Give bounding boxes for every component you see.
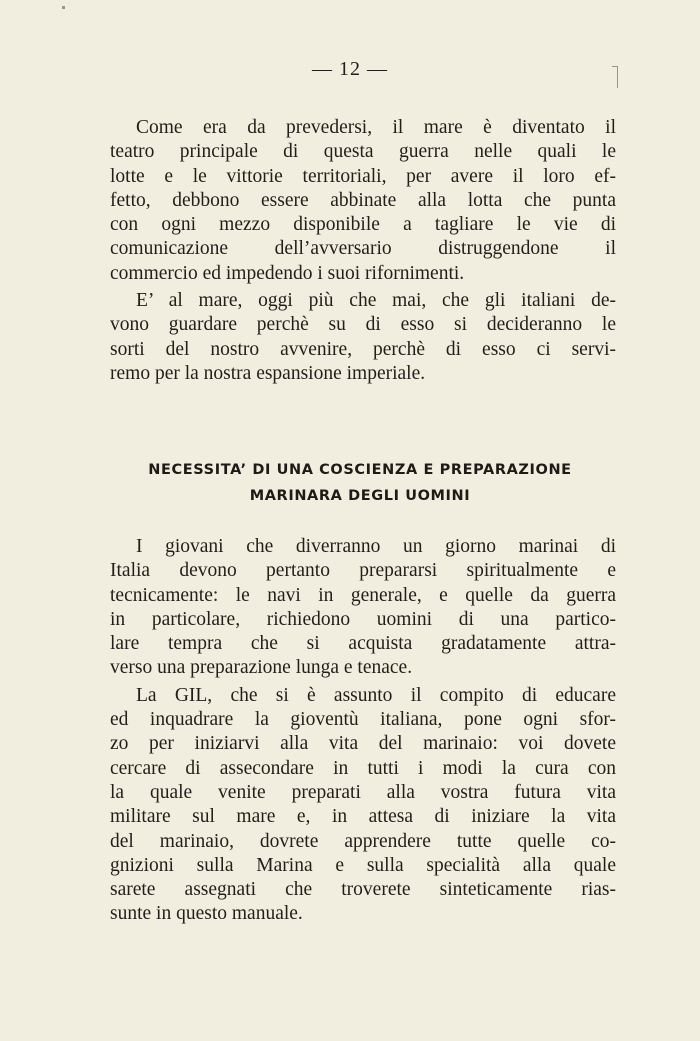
text-line: gnizioni sulla Marina e sulla specialità alla quale — [110, 854, 616, 876]
text-line: lare tempra che si acquista gradatamente attra- — [110, 633, 616, 655]
text-line: La GIL, che si è assunto il compito di educare — [136, 684, 616, 706]
paragraph — [110, 684, 616, 927]
text-line: E’ al mare, oggi più che mai, che gli italiani de- — [136, 290, 616, 312]
text-line: sarete assegnati che troverete sinteticamente rias- — [110, 879, 616, 901]
page-number: — 12 — — [312, 58, 388, 80]
scan-mark — [62, 6, 65, 9]
text-line: vono guardare perchè su di esso si decideranno le — [110, 314, 616, 336]
text-line: del marinaio, dovrete apprendere tutte quelle co- — [110, 830, 616, 852]
text-line: Italia devono pertanto prepararsi spiritualmente e — [110, 560, 616, 582]
text-line: zo per iniziarvi alla vita del marinaio: voi dovete — [110, 733, 616, 755]
text-line: I giovani che diverranno un giorno marinai di — [136, 536, 616, 557]
text-line: teatro principale di questa guerra nelle quali le — [110, 141, 616, 163]
heading-line-1: NECESSITA’ DI UNA COSCIENZA E PREPARAZIONE — [148, 462, 572, 478]
text-line: tecnicamente: le navi in generale, e quelle da guerra — [110, 584, 616, 606]
body-text-top — [110, 116, 616, 386]
heading-line-2: MARINARA DEGLI UOMINI — [249, 488, 471, 504]
body-text-bottom — [110, 535, 616, 927]
text-line: cercare di assecondare in tutti i modi la cura con — [110, 757, 616, 779]
paragraph — [110, 289, 616, 386]
text-line: verso una preparazione lunga e tenace. — [110, 657, 413, 679]
text-line: comunicazione dell’avversario distruggendone il — [110, 238, 616, 260]
text-line: la quale venite preparati alla vostra futura vita — [110, 781, 616, 803]
text-line: in particolare, richiedono uomini di una partico- — [110, 608, 616, 630]
text-line: lotte e le vittorie territoriali, per avere il loro ef- — [110, 165, 616, 187]
text-line: commercio ed impedendo i suoi rifornimenti. — [110, 262, 465, 284]
text-line: sorti del nostro avvenire, perchè di esso ci servi- — [110, 338, 616, 360]
text-line: remo per la nostra espansione imperiale. — [110, 362, 426, 384]
text-line: militare sul mare e, in attesa di iniziare la vita — [110, 806, 616, 828]
text-line: con ogni mezzo disponibile a tagliare le vie di — [110, 214, 616, 236]
text-line: sunte in questo manuale. — [110, 903, 303, 925]
paragraph — [110, 116, 616, 286]
text-line: fetto, debbono essere abbinate alla lotta che punta — [110, 189, 616, 211]
paragraph — [110, 535, 616, 681]
text-line: Come era da prevedersi, il mare è diventato il — [136, 117, 616, 138]
section-heading — [100, 457, 620, 509]
text-line: ed inquadrare la gioventù italiana, pone ogni sfor- — [110, 709, 616, 731]
